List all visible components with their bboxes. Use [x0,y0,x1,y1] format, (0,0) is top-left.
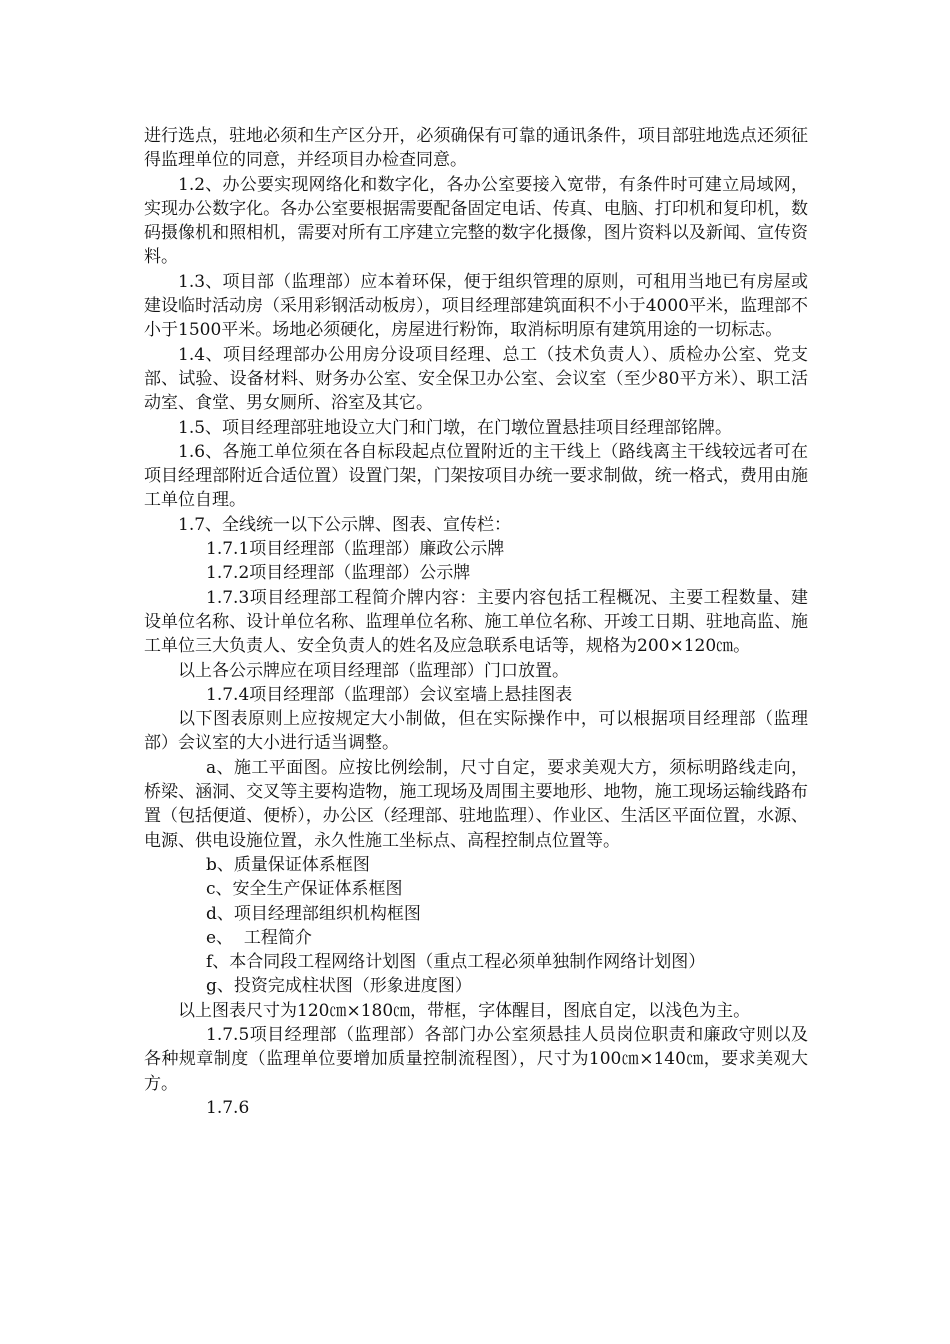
paragraph-1-4-office-rooms: 1.4、项目经理部办公用房分设项目经理、总工（技术负责人）、质检办公室、党支部、试验、设备材料、财务办公室、安全保卫办公室、会议室（至少80平方米）、职工活动室、食堂、男女厕所、浴室及其它。 [144,344,808,414]
paragraph-1-7-3: 1.7.3项目经理部工程简介牌内容：主要内容包括工程概况、主要工程数量、建设单位名称、设计单位名称、监理单位名称、施工单位名称、开竣工日期、驻地高监、施工单位三大负责人、安全负责人的姓名及应急联系电话等，规格为200×120㎝。 [144,587,808,657]
paragraph-1-7-5: 1.7.5项目经理部（监理部）各部门办公室须悬挂人员岗位职责和廉政守则以及各种规章制度（监理单位要增加质量控制流程图），尺寸为100㎝×140㎝，要求美观大方。 [144,1024,808,1094]
paragraph-item-d: d、项目经理部组织机构框图 [206,903,421,924]
paragraph-notice-placement: 以上各公示牌应在项目经理部（监理部）门口放置。 [178,660,569,681]
paragraph-item-c: c、安全生产保证体系框图 [206,879,403,900]
paragraph-1-7-1: 1.7.1项目经理部（监理部）廉政公示牌 [206,539,505,560]
paragraph-item-g: g、投资完成柱状图（形象进度图） [206,976,472,997]
paragraph-item-a: a、施工平面图。应按比例绘制，尺寸自定，要求美观大方，须标明路线走向，桥梁、涵洞、交叉等主要构造物，施工现场及周围主要地形、地物，施工现场运输线路布置（包括便道、便桥），办公区（经理部、驻地监理）、作业区、生活区平面位置，水源、电源、供电设施位置，永久性施工坐标点、高程控制点位置等。 [144,757,808,851]
paragraph-chart-size-note: 以下图表原则上应按规定大小制做，但在实际操作中，可以根据项目经理部（监理部）会议室的大小进行适当调整。 [144,709,808,754]
paragraph-1-6-gantry: 1.6、各施工单位须在各自标段起点位置附近的主干线上（路线离主干线较远者可在项目经理部附近合适位置）设置门架，门架按项目办统一要求制做，统一格式，费用由施工单位自理。 [144,441,808,511]
paragraph-1-3-project-housing: 1.3、项目部（监理部）应本着环保，便于组织管理的原则，可租用当地已有房屋或建设临时活动房（采用彩钢活动板房），项目经理部建筑面积不小于4000平米，监理部不小于1500平米。场地必须硬化，房屋进行粉饰，取消标明原有建筑用途的一切标志。 [144,271,808,341]
paragraph-1-7-6: 1.7.6 [206,1097,250,1118]
paragraph-item-f: f、本合同段工程网络计划图（重点工程必须单独制作网络计划图） [206,952,706,973]
paragraph-1-5-gate: 1.5、项目经理部驻地设立大门和门墩，在门墩位置悬挂项目经理部铭牌。 [178,417,733,438]
paragraph-item-b: b、质量保证体系框图 [206,854,370,875]
paragraph-item-e: e、 工程简介 [206,927,312,948]
paragraph-1-2-office-network: 1.2、办公要实现网络化和数字化，各办公室要接入宽带，有条件时可建立局域网，实现办公数字化。各办公室要根据需要配备固定电话、传真、电脑、打印机和复印机，数码摄像机和照相机，需要对所有工序建立完整的数字化摄像，图片资料以及新闻、宣传资料。 [144,174,808,268]
document-body [144,124,808,1120]
paragraph-1-7-notice-boards: 1.7、全线统一以下公示牌、图表、宣传栏： [178,514,512,535]
paragraph-chart-dimensions: 以上图表尺寸为120㎝×180㎝，带框，字体醒目，图底自定，以浅色为主。 [178,1000,751,1021]
paragraph-site-selection: 进行选点，驻地必须和生产区分开，必须确保有可靠的通讯条件，项目部驻地选点还须征得监理单位的同意，并经项目办检查同意。 [144,126,808,171]
paragraph-1-7-4: 1.7.4项目经理部（监理部）会议室墙上悬挂图表 [206,684,573,705]
paragraph-1-7-2: 1.7.2项目经理部（监理部）公示牌 [206,563,471,584]
